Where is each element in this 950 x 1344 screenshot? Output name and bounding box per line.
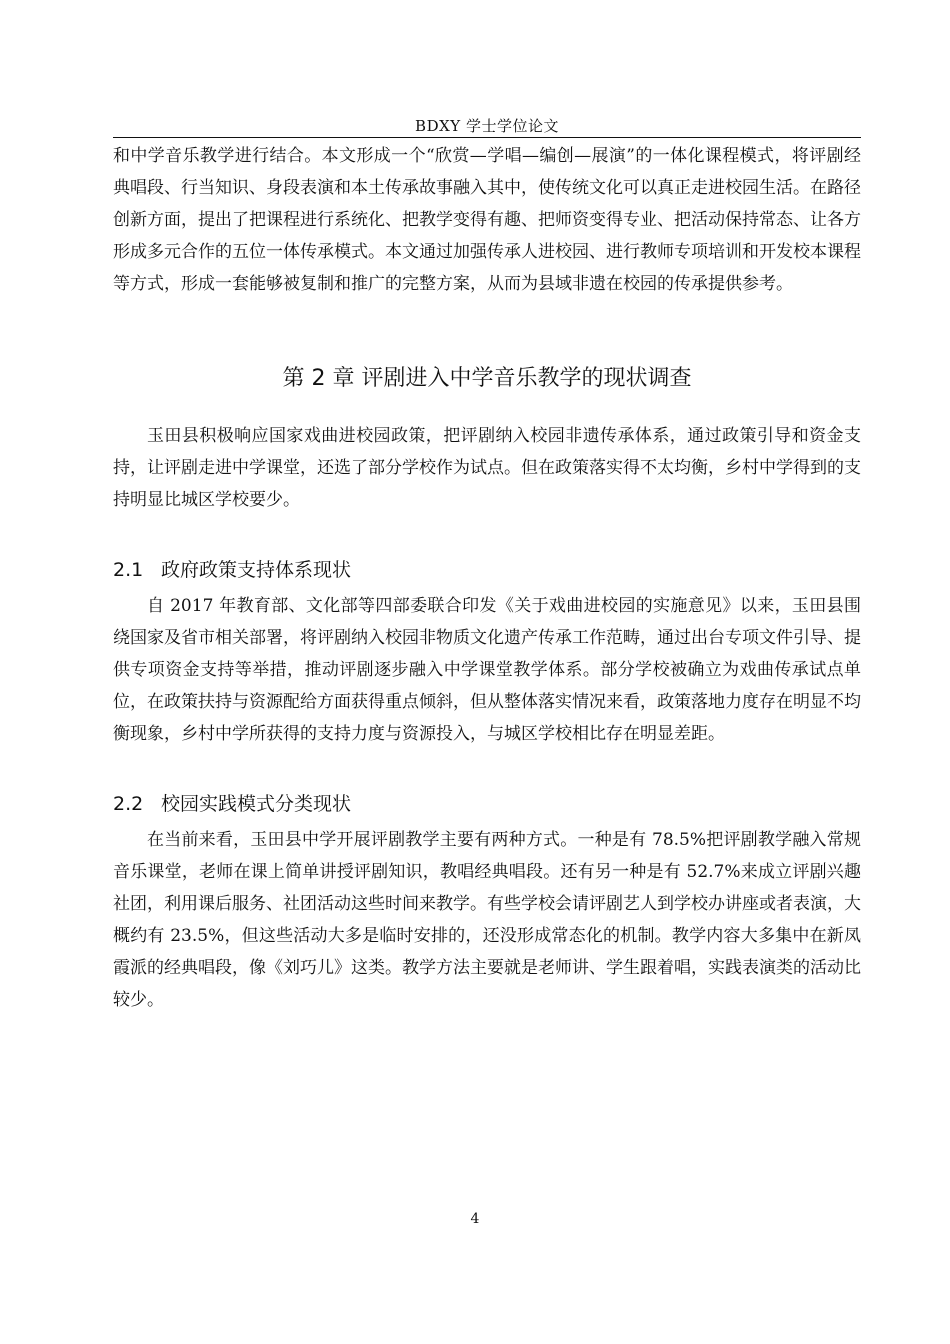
page-number: 4 — [470, 1211, 480, 1227]
section-paragraph-2-1: 自 2017 年教育部、文化部等四部委联合印发《关于戏曲进校园的实施意见》以来，玉田县围绕国家及省市相关部署，将评剧纳入校园非物质文化遗产传承工作范畴，通过出台专项文件引导、提供专项资金支持等举措，推动评剧逐步融入中学课堂教学体系。部分学校被确立为戏曲传承试点单位，在政策扶持与资源配给方面获得重点倾斜，但从整体落实情况来看，政策落地力度存在明显不均衡现象，乡村中学所获得的支持力度与资源投入，与城区学校相比存在明显差距。 — [113, 596, 861, 744]
section-heading-2-2 — [113, 790, 861, 818]
running-header: BDXY 学士学位论文 — [415, 117, 559, 135]
continuation-paragraph: 和中学音乐教学进行结合。本文形成一个“欣赏—学唱—编创—展演”的一体化课程模式，将评剧经典唱段、行当知识、身段表演和本土传承故事融入其中，使传统文化可以真正走进校园生活。在路径创新方面，提出了把课程进行系统化、把教学变得有趣、把师资变得专业、把活动保持常态、让各方形成多元合作的五位一体传承模式。本文通过加强传承人进校园、进行教师专项培训和开发校本课程等方式，形成一套能够被复制和推广的完整方案，从而为县域非遗在校园的传承提供参考。 — [113, 146, 861, 294]
section-number: 2.1 — [113, 559, 144, 581]
section-title: 政府政策支持体系现状 — [161, 559, 352, 581]
header-rule — [113, 137, 861, 138]
section-paragraph-2-2: 在当前来看，玉田县中学开展评剧教学主要有两种方式。一种是有 78.5%把评剧教学融入常规音乐课堂，老师在课上简单讲授评剧知识，教唱经典唱段。还有另一种是有 52.7%来成立评剧兴趣社团，利用课后服务、社团活动这些时间来教学。有些学校会请评剧艺人到学校办讲座或者表演，大概约有 23.5%，但这些活动大多是临时安排的，还没形成常态化的机制。教学内容大多集中在新凤霞派的经典唱段，像《刘巧儿》这类。教学方法主要就是老师讲、学生跟着唱，实践表演类的活动比较少。 — [113, 830, 861, 1010]
section-heading-2-1 — [113, 556, 861, 584]
chapter-intro-paragraph: 玉田县积极响应国家戏曲进校园政策，把评剧纳入校园非遗传承体系，通过政策引导和资金支持，让评剧走进中学课堂，还选了部分学校作为试点。但在政策落实得不太均衡，乡村中学得到的支持明显比城区学校要少。 — [113, 426, 861, 510]
page-body — [113, 140, 861, 1016]
chapter-title: 第 2 章 评剧进入中学音乐教学的现状调查 — [282, 366, 692, 391]
section-number: 2.2 — [113, 793, 144, 815]
section-title: 校园实践模式分类现状 — [161, 793, 352, 815]
